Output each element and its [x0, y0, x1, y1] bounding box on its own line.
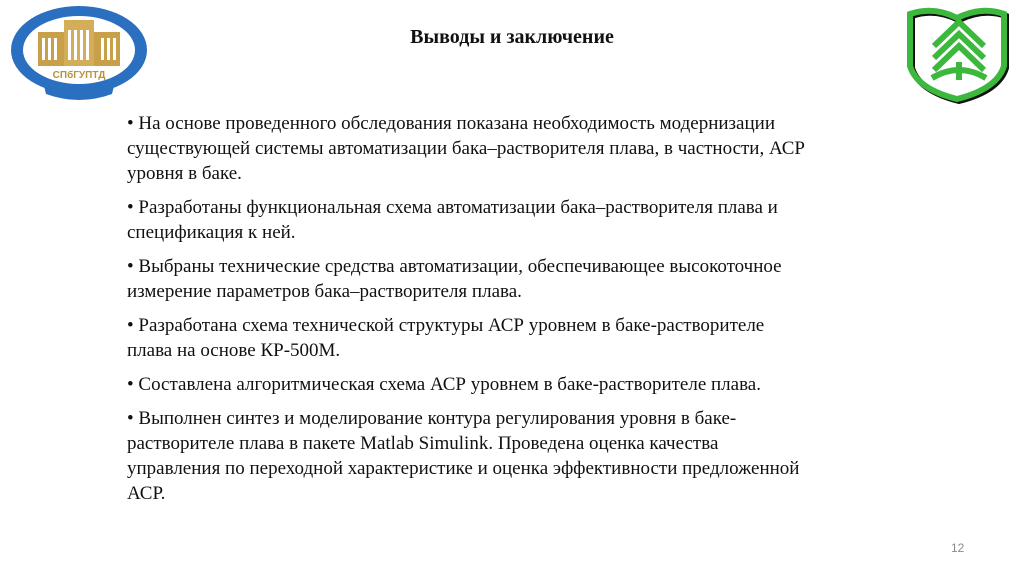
page-number: 12: [951, 541, 965, 555]
bullet-line: • Выполнен синтез и моделирование контура регулирования уровня в баке-: [127, 408, 737, 429]
bullet-line: управления по переходной характеристике и оценка эффективности предложенной: [127, 458, 800, 479]
bullet-line: • Разработаны функциональная схема автоматизации бака–растворителя плава и: [127, 197, 778, 218]
bullet-line: уровня в баке.: [127, 163, 242, 184]
university-logo: [4, 2, 154, 102]
bullet-item: [127, 372, 917, 397]
bullet-line: АСР.: [127, 483, 166, 504]
bullet-line: плава на основе КР-500М.: [127, 340, 341, 361]
bullet-line: • На основе проведенного обследования показана необходимость модернизации: [127, 113, 775, 134]
bullet-item: [127, 406, 917, 506]
bullet-line: существующей системы автоматизации бака–растворителя плава, в частности, АСР: [127, 138, 805, 159]
bullet-line: растворителе плава в пакете Matlab Simulink. Проведена оценка качества: [127, 433, 719, 454]
bullet-line: • Выбраны технические средства автоматизации, обеспечивающее высокоточное: [127, 256, 782, 277]
bullet-line: спецификация к ней.: [127, 222, 296, 243]
conclusions-list: [127, 111, 917, 515]
slide-title: Выводы и заключение: [410, 26, 614, 48]
bullet-item: [127, 195, 917, 245]
svg-text:СПбГУПТД: СПбГУПТД: [52, 70, 106, 81]
bullet-item: [127, 313, 917, 363]
bullet-line: измерение параметров бака–растворителя плава.: [127, 281, 522, 302]
bullet-item: [127, 111, 917, 186]
forestry-logo: [904, 6, 1014, 106]
bullet-line: • Составлена алгоритмическая схема АСР уровнем в баке-растворителе плава.: [127, 374, 761, 395]
bullet-line: • Разработана схема технической структуры АСР уровнем в баке-растворителе: [127, 315, 765, 336]
bullet-item: [127, 254, 917, 304]
